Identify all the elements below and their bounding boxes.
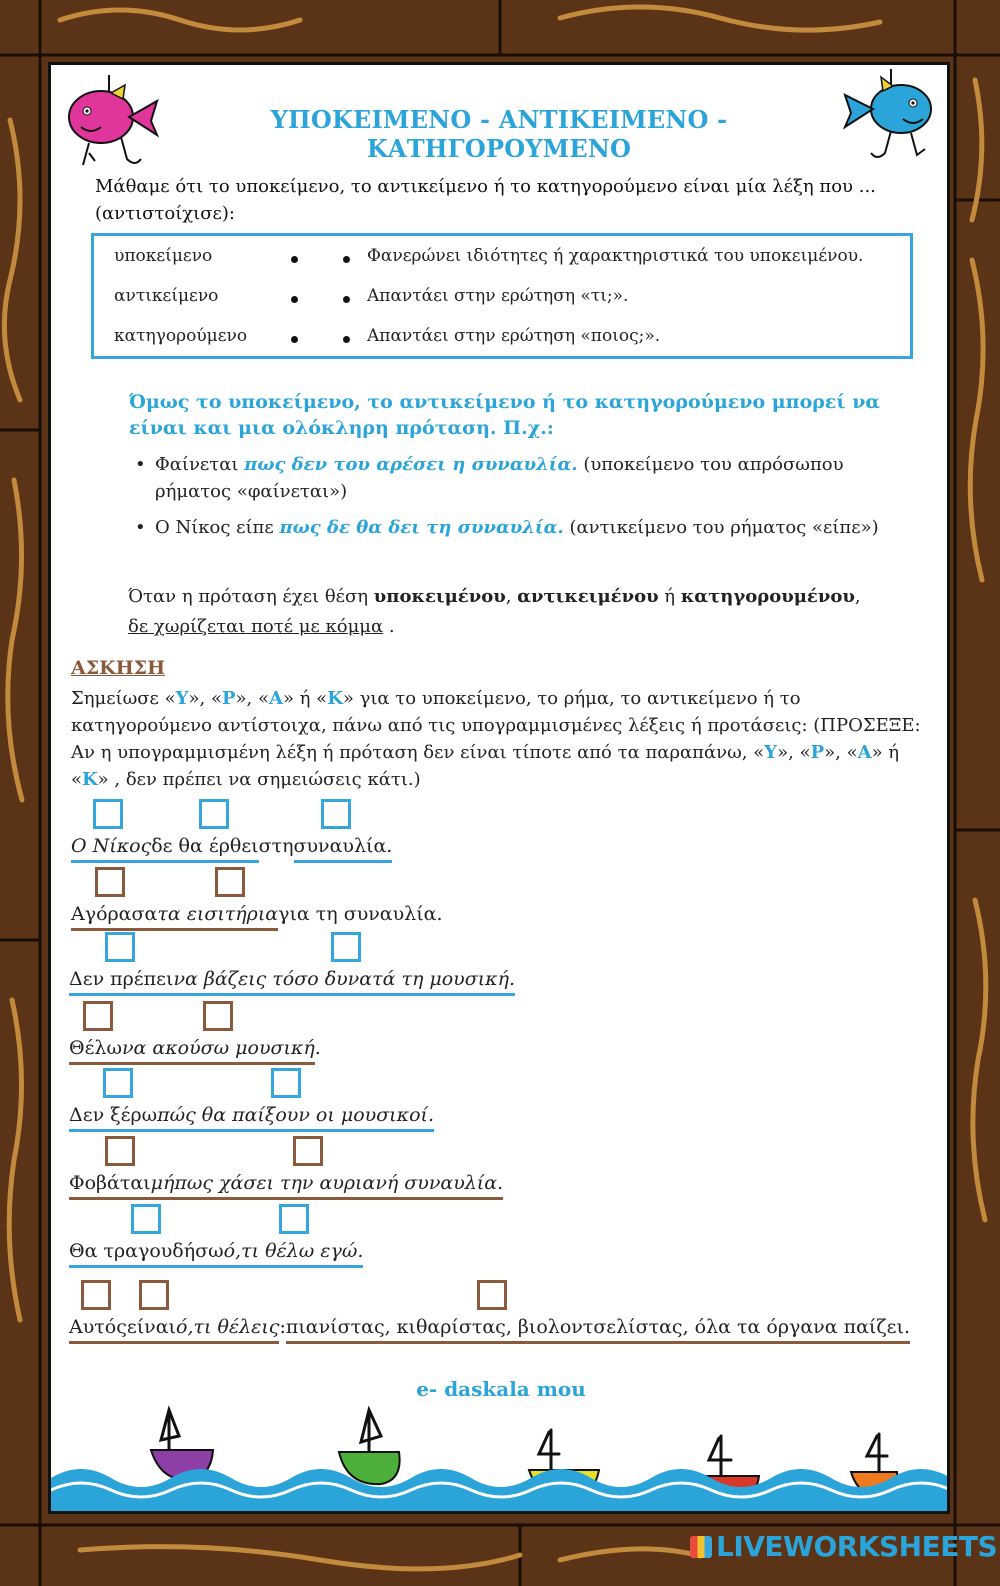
- answer-box[interactable]: [203, 1001, 233, 1031]
- bullet: •: [135, 454, 146, 475]
- underlined-segment: Δεν ξέρω: [69, 1104, 157, 1132]
- underlined-segment: Θέλω: [69, 1037, 122, 1065]
- exercise-sentence: [71, 835, 392, 863]
- exercise-sentence: [69, 1037, 321, 1065]
- underlined-segment: ό,τι θέλω εγώ.: [224, 1240, 364, 1268]
- sentence-text: .: [314, 1037, 321, 1059]
- match-left-dot[interactable]: [291, 336, 298, 343]
- match-right-dot[interactable]: [343, 336, 350, 343]
- sentence-text: για τη συναυλία.: [278, 903, 443, 925]
- underlined-segment: δε θα έρθει: [151, 835, 258, 863]
- footer-credit: e- daskala mou: [416, 1377, 586, 1401]
- answer-box[interactable]: [83, 1001, 113, 1031]
- match-term: κατηγορούμενο: [114, 326, 248, 346]
- rule-part: ή: [658, 586, 681, 607]
- answer-box[interactable]: [105, 1136, 135, 1166]
- intro-text: Μάθαμε ότι το υποκείμενο, το αντικείμενο ή το κατηγορούμενο είναι μία λέξη που ... (αντιστοίχισε):: [95, 176, 876, 224]
- matching-row: [94, 282, 910, 312]
- underlined-segment: τα εισιτήρια: [157, 903, 278, 931]
- example-highlight: πως δε θα δει τη συναυλία.: [279, 517, 564, 538]
- underlined-segment: μήπως χάσει την αυριανή συναυλία.: [151, 1172, 504, 1200]
- underlined-segment: Δεν πρέπει: [69, 968, 173, 996]
- rule-bold-object: αντικειμένου: [517, 586, 659, 607]
- matching-box: [91, 233, 913, 359]
- match-description: Φανερώνει ιδιότητες ή χαρακτηριστικά του υποκειμένου.: [367, 246, 864, 266]
- answer-box[interactable]: [293, 1136, 323, 1166]
- underlined-segment: Θα τραγουδήσω: [69, 1240, 224, 1268]
- liveworksheets-logo-icon: [690, 1536, 712, 1558]
- underlined-segment: Φοβάται: [69, 1172, 151, 1200]
- bullet: •: [135, 517, 146, 538]
- underlined-segment: είναι: [127, 1316, 176, 1344]
- note-heading: Όμως το υποκείμενο, το αντικείμενο ή το κατηγορούμενο μπορεί να είναι και μια ολόκληρη πρόταση. Π.χ.:: [129, 391, 881, 439]
- underlined-segment: Αγόρασα: [71, 903, 157, 931]
- underlined-segment: πώς θα παίξουν οι μουσικοί.: [157, 1104, 434, 1132]
- underlined-segment: συναυλία.: [294, 835, 393, 863]
- example-note: (υποκείμενο του απρόσωπου ρήματος «φαίνεται»): [155, 454, 844, 502]
- match-left-dot[interactable]: [291, 256, 298, 263]
- worksheet-page: [48, 62, 950, 1514]
- example-prefix: Φαίνεται: [155, 454, 245, 475]
- example-prefix: Ο Νίκος είπε: [155, 517, 280, 538]
- answer-box[interactable]: [199, 799, 229, 829]
- exercise-sentence: [69, 1240, 363, 1268]
- answer-box[interactable]: [131, 1204, 161, 1234]
- answer-box[interactable]: [279, 1204, 309, 1234]
- answer-box[interactable]: [271, 1068, 301, 1098]
- watermark-text: LIVEWORKSHEETS: [716, 1530, 998, 1563]
- answer-box[interactable]: [95, 867, 125, 897]
- match-right-dot[interactable]: [343, 296, 350, 303]
- example-note: (αντικείμενο του ρήματος «είπε»): [563, 517, 879, 538]
- page-title: ΥΠΟΚΕΙΜΕΝΟ - ΑΝΤΙΚΕΙΜΕΝΟ - ΚΑΤΗΓΟΡΟΥΜΕΝΟ: [270, 105, 728, 163]
- rule-bold-subject: υποκειμένου: [373, 586, 506, 607]
- pink-fish-icon: [61, 75, 161, 175]
- exercise-title: ΑΣΚΗΣΗ: [71, 657, 166, 679]
- exercise-sentence: [69, 968, 515, 996]
- rule-part: Όταν η πρόταση έχει θέση: [128, 586, 374, 607]
- rule-underlined: δε χωρίζεται ποτέ με κόμμα: [128, 616, 384, 637]
- matching-row: [94, 322, 910, 352]
- sentence-text: στη: [258, 835, 294, 857]
- match-left-dot[interactable]: [291, 296, 298, 303]
- exercise-sentence: [69, 1172, 503, 1200]
- underlined-segment: Ο Νίκος: [71, 835, 151, 863]
- answer-box[interactable]: [139, 1280, 169, 1310]
- answer-box[interactable]: [331, 932, 361, 962]
- match-term: υποκείμενο: [114, 246, 213, 266]
- match-right-dot[interactable]: [343, 256, 350, 263]
- answer-box[interactable]: [81, 1280, 111, 1310]
- rule-bold-predicate: κατηγορουμένου: [680, 586, 855, 607]
- matching-row: [94, 242, 910, 272]
- match-description: Απαντάει στην ερώτηση «τι;».: [367, 286, 629, 306]
- underlined-segment: πιανίστας, κιθαρίστας, βιολοντσελίστας, όλα τα όργανα παίζει.: [286, 1316, 910, 1344]
- exercise-sentence: [71, 903, 443, 931]
- match-description: Απαντάει στην ερώτηση «ποιος;».: [367, 326, 661, 346]
- rule-part: ,: [505, 586, 518, 607]
- underlined-segment: να βάζεις τόσο δυνατά τη μουσική.: [173, 968, 515, 996]
- rule-part: .: [383, 616, 395, 637]
- answer-box[interactable]: [103, 1068, 133, 1098]
- liveworksheets-watermark: [690, 1530, 997, 1563]
- blue-fish-icon: [841, 69, 941, 169]
- underlined-segment: Αυτός: [69, 1316, 127, 1344]
- match-term: αντικείμενο: [114, 286, 219, 306]
- exercise-sentence: [69, 1316, 910, 1344]
- answer-box[interactable]: [477, 1280, 507, 1310]
- exercise-instructions: Σημείωσε «Υ», «Ρ», «Α» ή «Κ» για το υποκείμενο, το ρήμα, το αντικείμενο ή το κατηγορούμενο αντίστοιχα, πάνω από τις υπογραμμισμένες λέξεις ή προτάσεις: (ΠΡΟΣΕΞΕ: Αν η υπογραμμισμένη λέξη ή πρόταση δεν είναι τίποτε από τα παραπάνω, «Υ», «Ρ», «Α» ή «Κ» , δεν πρέπει να σημειώσεις κάτι.): [71, 688, 921, 790]
- rule-text: [128, 582, 928, 642]
- example-item: [135, 451, 901, 505]
- sentence-text: :: [279, 1316, 286, 1338]
- answer-box[interactable]: [215, 867, 245, 897]
- answer-box[interactable]: [93, 799, 123, 829]
- underlined-segment: ό,τι θέλεις: [176, 1316, 279, 1344]
- sea-boats-illustration: [51, 1390, 947, 1511]
- underlined-segment: να ακούσω μουσική: [122, 1037, 315, 1065]
- answer-box[interactable]: [105, 932, 135, 962]
- exercise-sentence: [69, 1104, 434, 1132]
- example-highlight: πως δεν του αρέσει η συναυλία.: [244, 454, 578, 475]
- answer-box[interactable]: [321, 799, 351, 829]
- rule-part: ,: [854, 586, 861, 607]
- example-item: [135, 514, 901, 541]
